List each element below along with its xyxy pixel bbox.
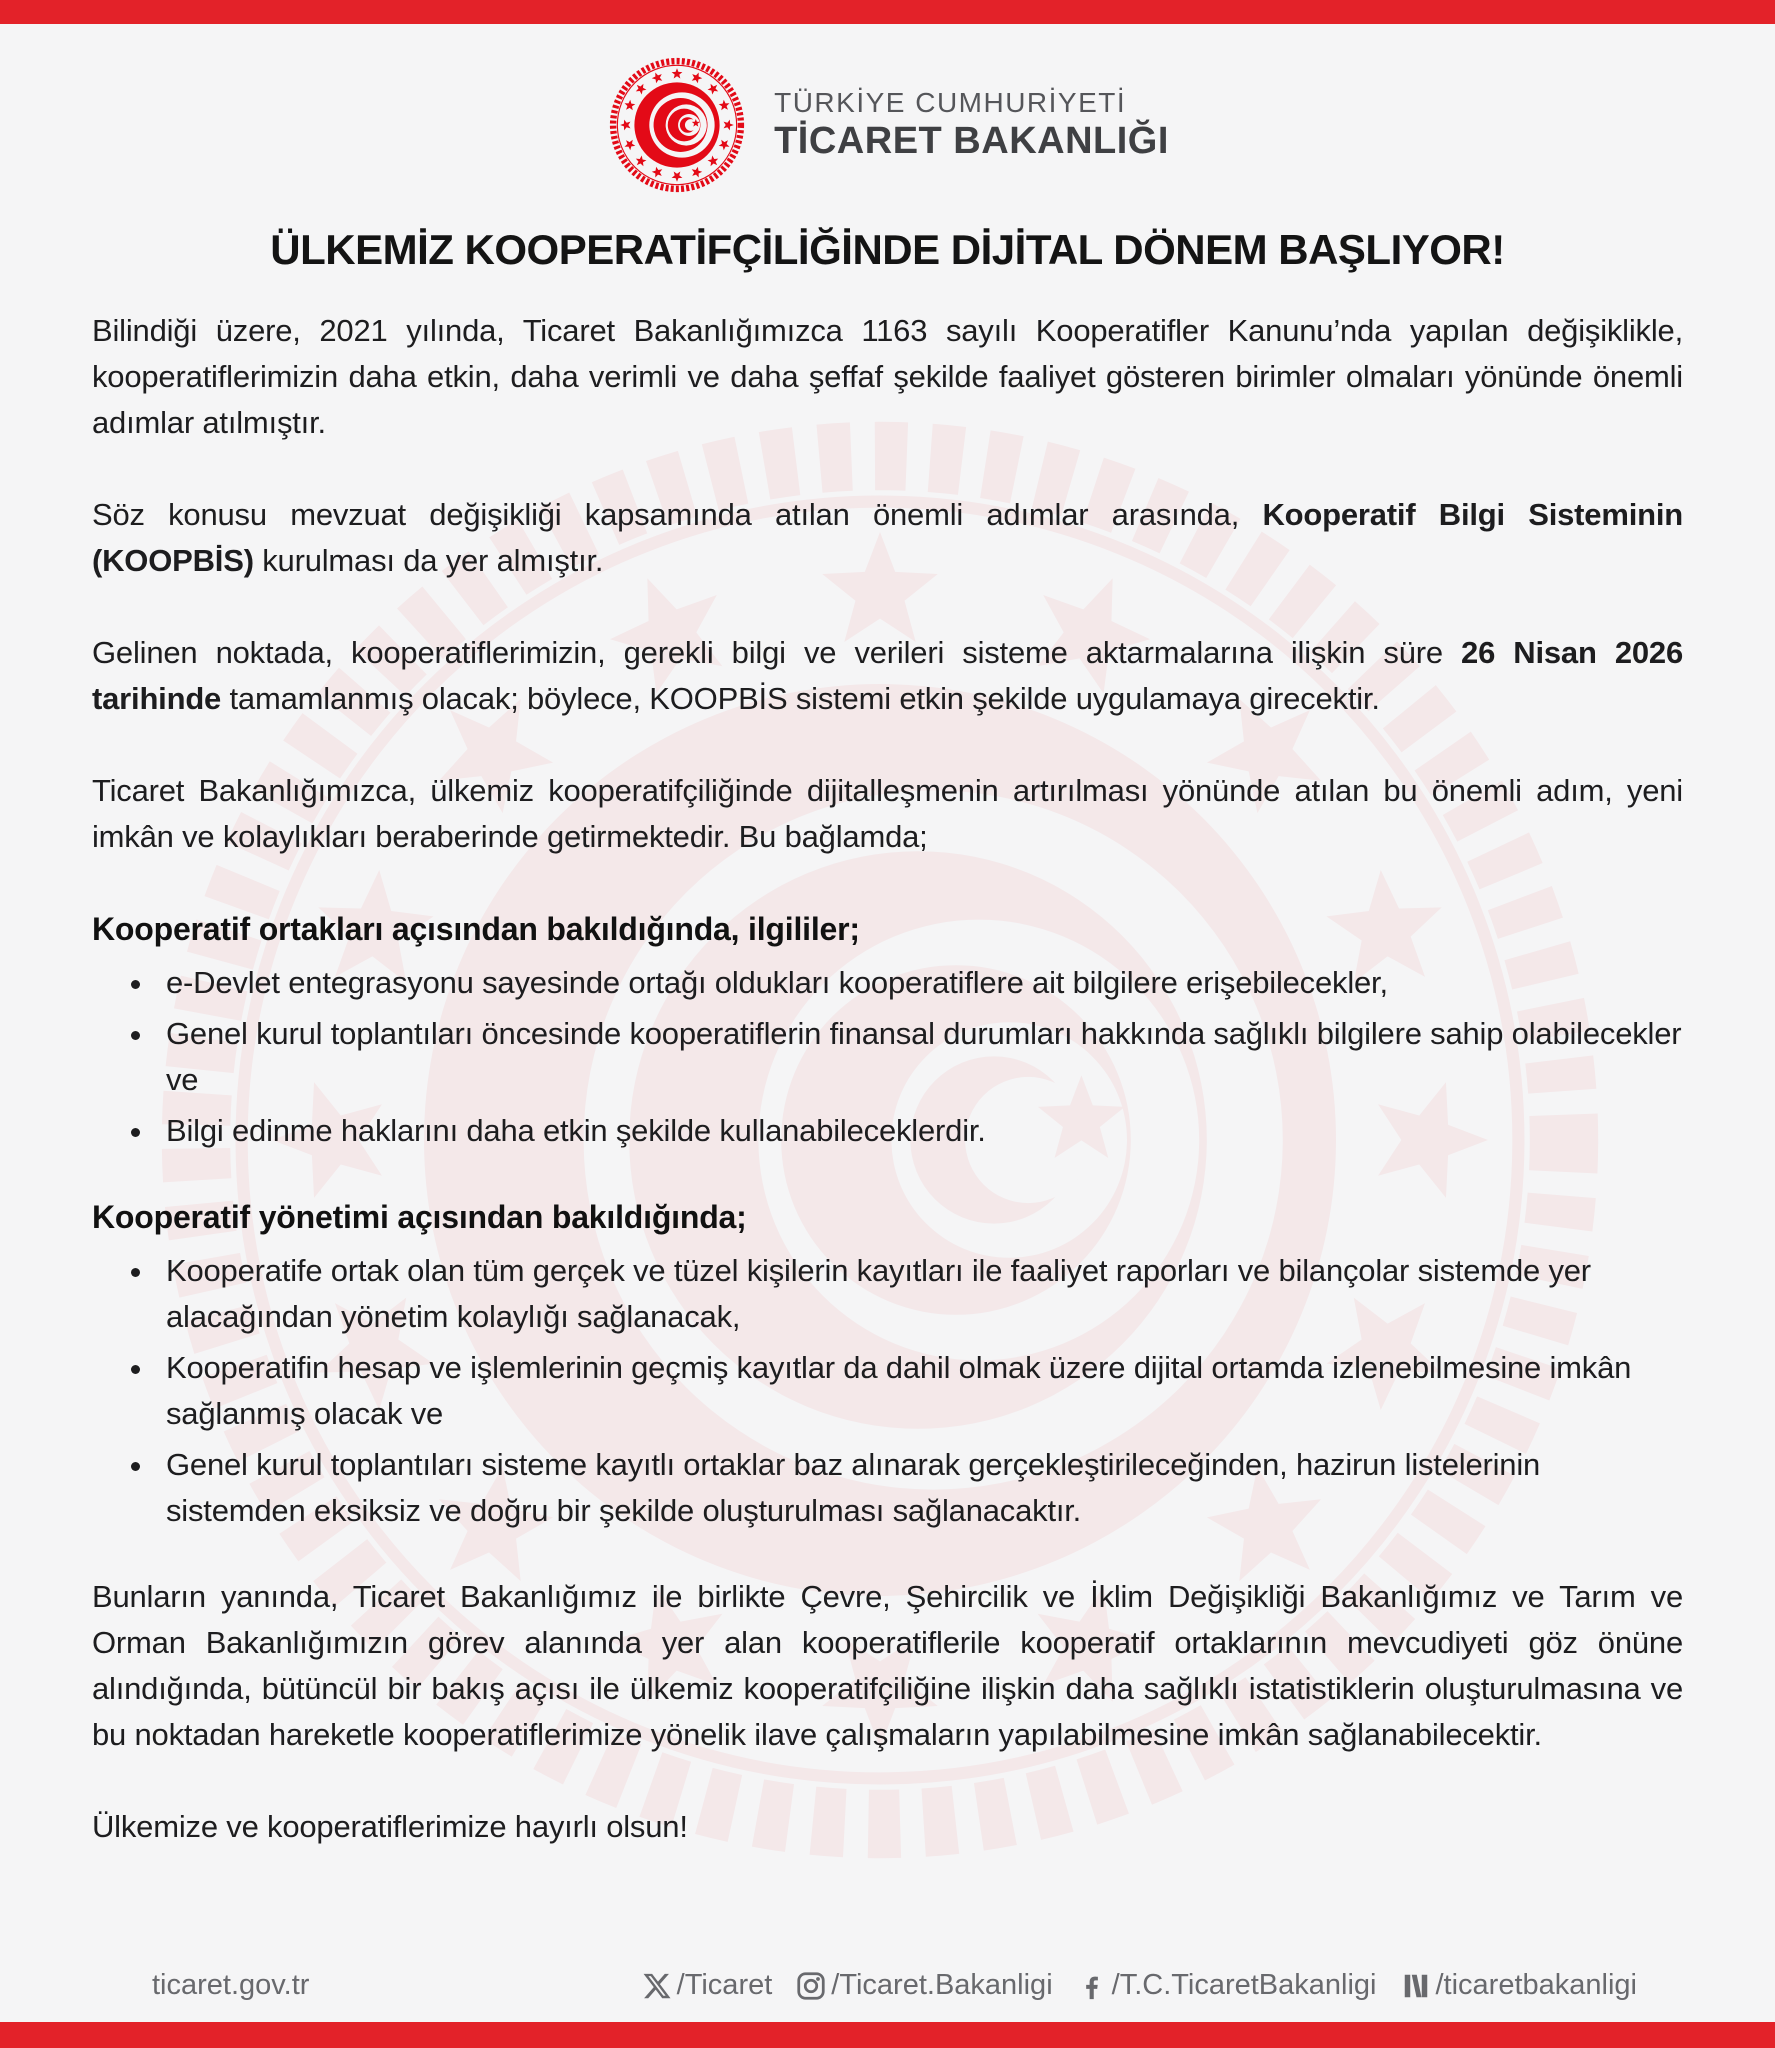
deadline-date-bold-label: 26 Nisan 2026 tarihinde [92, 635, 1683, 716]
paragraph-koopbis [92, 492, 1683, 584]
nsosyal-icon [1401, 1971, 1431, 2001]
facebook-icon [1077, 1971, 1107, 2001]
section-partners [92, 906, 1683, 1154]
paragraph-ministries: Bunların yanında, Ticaret Bakanlığımız ile birlikte Çevre, Şehircilik ve İklim Değişikliği Bakanlığımız ve Tarım ve Orman Bakanlığımızın görev alanında yer alan kooperatiflerile kooperatif ortaklarının mevcudiyeti göz önüne alındığında, bütüncül bir bakış açısı ile ülkemiz kooperatifçiliğine ilişkin daha sağlıklı istatistiklerin oluşturulmasına ve bu noktadan hareketle kooperatiflerimize yönelik ilave çalışmaların yapılabilmesine imkân sağlanabilecektir. [92, 1579, 1683, 1752]
ministry-brand [0, 54, 1775, 196]
instagram-handle: /Ticaret.Bakanligi [831, 1969, 1053, 2001]
section-management-heading: Kooperatif yönetimi açısından bakıldığında; [92, 1199, 747, 1235]
paragraph-deadline-text-end: tamamlanmış olacak; böylece, KOOPBİS sistemi etkin şekilde uygulamaya girecektir. [221, 681, 1380, 716]
x-icon [642, 1971, 672, 2001]
paragraph-koopbis-text: Söz konusu mevzuat değişikliği kapsamında atılan önemli adımlar arasında, [92, 497, 1263, 532]
section-partners-heading: Kooperatif ortakları açısından bakıldığında, ilgililer; [92, 911, 860, 947]
footer [0, 1969, 1775, 2002]
website-link[interactable]: ticaret.gov.tr [152, 1969, 310, 2001]
section-management [92, 1194, 1683, 1534]
paragraph-deadline-text: Gelinen noktada, kooperatiflerimizin, gerekli bilgi ve verileri sisteme aktarmalarına ilişkin süre [92, 635, 1462, 670]
koopbis-bold-label: Kooperatif Bilgi Sisteminin (KOOPBİS) [92, 497, 1684, 578]
list-item: • e-Devlet entegrasyonu sayesinde ortağı oldukları kooperatiflere ait bilgilere erişebilecekler, [156, 960, 1683, 1006]
list-item: • Kooperatife ortak olan tüm gerçek ve tüzel kişilerin kayıtları ile faaliyet raporları ve bilançolar sistemde yer alacağından yönetim kolaylığı sağlanacak, [156, 1248, 1683, 1340]
document-body [92, 308, 1683, 1850]
closing-statement: Ülkemize ve kooperatiflerimize hayırlı olsun! [92, 1809, 688, 1844]
list-item: • Bilgi edinme haklarını daha etkin şekilde kullanabileceklerdir. [156, 1108, 1683, 1154]
paragraph-context: Ticaret Bakanlığımızca, ülkemiz kooperatifçiliğinde dijitalleşmenin artırılması yönünde atılan bu önemli adım, yeni imkân ve kolaylıkları beraberinde getirmektedir. Bu bağlamda; [92, 773, 1683, 854]
ministry-emblem-icon [606, 54, 748, 196]
facebook-social-link[interactable] [1077, 1969, 1377, 2002]
list-item: • Genel kurul toplantıları sisteme kayıtlı ortaklar baz alınarak gerçekleştirileceğinden, hazirun listelerinin sistemden eksiksiz ve doğru bir şekilde oluşturulması sağlanacaktır. [156, 1442, 1683, 1534]
nsosyal-handle: /ticaretbakanligi [1435, 1969, 1637, 2001]
x-social-link[interactable] [642, 1969, 773, 2002]
page-title: ÜLKEMİZ KOOPERATİFÇİLİĞİNDE DİJİTAL DÖNEM BAŞLIYOR! [270, 226, 1505, 273]
instagram-social-link[interactable] [796, 1969, 1052, 2002]
list-item: • Kooperatifin hesap ve işlemlerinin geçmiş kayıtlar da dahil olmak üzere dijital ortamda izlenebilmesine imkân sağlanmış olacak ve [156, 1345, 1683, 1437]
ministry-name-label: TİCARET BAKANLIĞI [774, 120, 1169, 163]
social-links [642, 1969, 1637, 2002]
ministry-country-label: TÜRKİYE CUMHURİYETİ [774, 87, 1127, 119]
nsosyal-social-link[interactable] [1401, 1969, 1638, 2002]
paragraph-deadline [92, 630, 1683, 722]
instagram-icon [796, 1971, 826, 2001]
x-handle: /Ticaret [676, 1969, 773, 2001]
top-red-bar [0, 0, 1775, 24]
paragraph-intro: Bilindiği üzere, 2021 yılında, Ticaret Bakanlığımızca 1163 sayılı Kooperatifler Kanunu’nda yapılan değişiklikle, kooperatiflerimizin daha etkin, daha verimli ve daha şeffaf şekilde faaliyet gösteren birimler olmaları yönünde önemli adımlar atılmıştır. [92, 313, 1683, 440]
list-item: • Genel kurul toplantıları öncesinde kooperatiflerin finansal durumları hakkında sağlıklı bilgilere sahip olabilecekler ve [156, 1011, 1683, 1103]
facebook-handle: /T.C.TicaretBakanligi [1111, 1969, 1377, 2001]
paragraph-koopbis-text-end: kurulması da yer almıştır. [253, 543, 604, 578]
bottom-red-bar [0, 2022, 1775, 2048]
